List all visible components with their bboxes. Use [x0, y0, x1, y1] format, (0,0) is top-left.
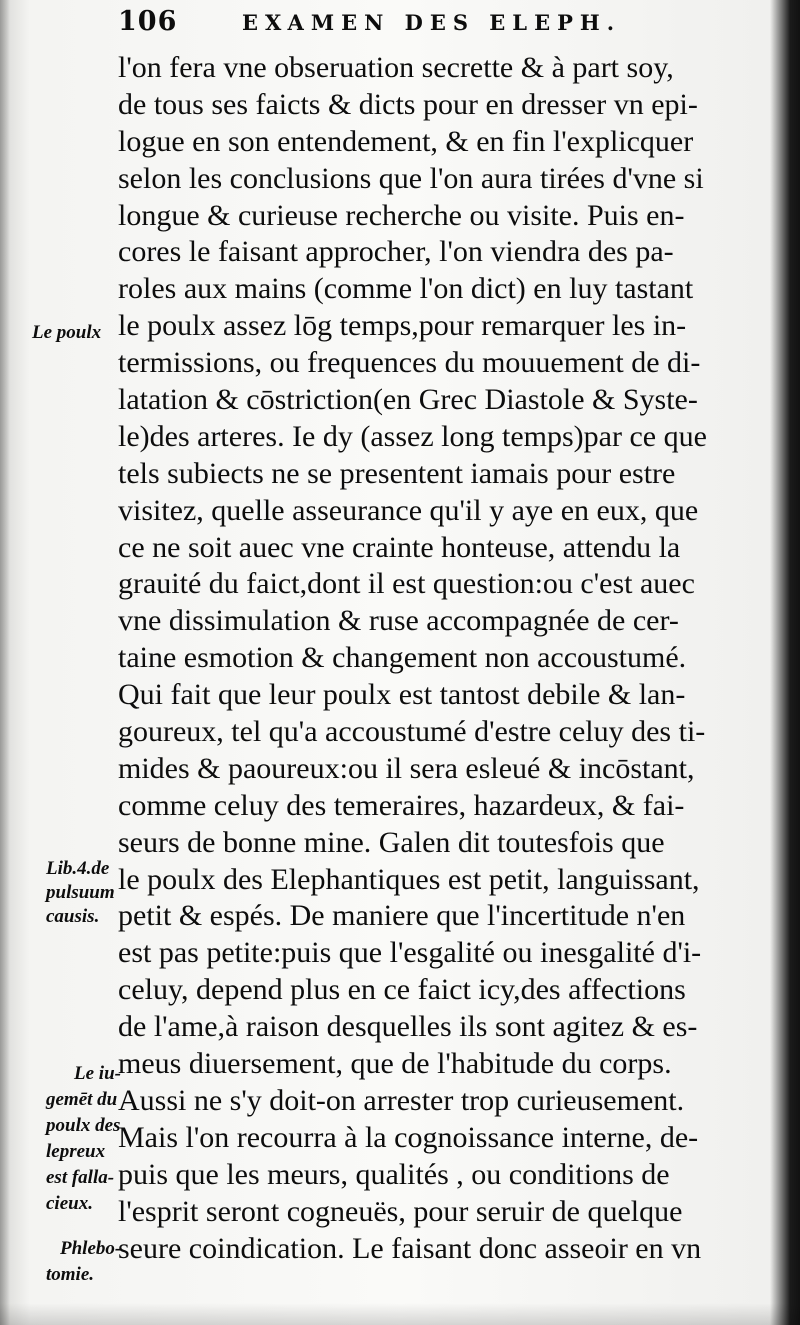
- text-line: taine esmotion & changement non accoustumé.: [118, 641, 687, 675]
- text-line: visitez, quelle asseurance qu'il y aye en eux, que: [118, 493, 699, 527]
- text-line: l'on fera vne obseruation secrette & à part soy,: [118, 51, 674, 84]
- text-line: tels subiects ne se presentent iamais pour estre: [118, 456, 676, 490]
- text-line: latation & cōstriction(en Grec Diastole & Syste-: [118, 383, 698, 417]
- text-line: ce ne soit auec vne crainte honteuse, attendu la: [118, 530, 681, 564]
- text-line: cores le faisant approcher, l'on viendra des pa-: [118, 235, 674, 269]
- text-line: le poulx des Elephantiques est petit, languissant,: [118, 862, 700, 896]
- margin-note-line: lepreux: [46, 1141, 106, 1162]
- margin-note-line: Lib.4.de: [46, 858, 110, 879]
- margin-note-line: est falla-: [46, 1167, 115, 1188]
- margin-note-line: Phlebo-: [60, 1238, 122, 1259]
- text-line: de l'ame,à raison desquelles ils sont agitez & es-: [118, 1010, 698, 1044]
- text-line: logue en son entendement, & en fin l'explicquer: [118, 124, 694, 158]
- text-line: longue & curieuse recherche ou visite. Puis en-: [118, 198, 685, 232]
- margin-note-line: causis.: [46, 906, 100, 927]
- text-line: seurs de bonne mine. Galen dit toutesfois que: [118, 825, 665, 859]
- text-line: petit & espés. De maniere que l'incertitude n'en: [118, 899, 686, 933]
- text-line: roles aux mains (comme l'on dict) en luy tastant: [118, 272, 694, 306]
- page-gutter-shadow: [0, 0, 10, 1325]
- text-line: mides & paoureux:ou il sera esleué & incōstant,: [118, 751, 695, 785]
- margin-note-line: pulsuum: [46, 882, 115, 903]
- text-line: grauité du faict,dont il est question:ou c'est auec: [118, 567, 695, 601]
- text-line: de tous ses faicts & dicts pour en dresser vn epi-: [118, 87, 698, 121]
- margin-note-line: gemēt du: [46, 1089, 118, 1110]
- running-head: EXAMEN DES ELEPH.: [242, 10, 622, 35]
- text-line: selon les conclusions que l'on aura tirées d'vne si: [118, 161, 704, 195]
- page-number: 106: [118, 6, 178, 37]
- text-line: le)des arteres. Ie dy (assez long temps)par ce que: [118, 419, 707, 453]
- text-line: l'esprit seront cogneuës, pour seruir de quelque: [118, 1194, 683, 1228]
- body-text: [118, 50, 778, 1267]
- text-line: meus diuersement, que de l'habitude du corps.: [118, 1047, 672, 1081]
- text-line: goureux, tel qu'a accoustumé d'estre celuy des ti-: [118, 715, 706, 749]
- text-line: puis que les meurs, qualités , ou conditions de: [118, 1157, 670, 1191]
- page-bottom-shadow: [0, 1303, 800, 1325]
- text-line: Aussi ne s'y doit-on arrester trop curieusement.: [118, 1083, 685, 1117]
- text-line: comme celuy des temeraires, hazardeux, & fai-: [118, 788, 685, 822]
- text-line: vne dissimulation & ruse accompagnée de cer-: [118, 604, 679, 638]
- margin-note-line: Le iu-: [74, 1063, 121, 1084]
- text-line: Qui fait que leur poulx est tantost debile & lan-: [118, 678, 686, 712]
- margin-note-line: poulx des: [46, 1115, 121, 1136]
- margin-note-line: tomie.: [46, 1264, 95, 1285]
- text-line: seure coindication. Le faisant donc asseoir en vn: [118, 1231, 702, 1265]
- margin-note-line: Le poulx: [32, 322, 102, 343]
- text-line: Mais l'on recourra à la cognoissance interne, de-: [118, 1120, 699, 1154]
- text-line: termissions, ou frequences du mouuement de di-: [118, 346, 701, 380]
- page-header: [118, 6, 678, 42]
- text-line: le poulx assez lōg temps,pour remarquer les in-: [118, 309, 687, 343]
- margin-note-line: cieux.: [46, 1193, 93, 1214]
- text-line: celuy, depend plus en ce faict icy,des affections: [118, 973, 686, 1007]
- text-line: est pas petite:puis que l'esgalité ou inesgalité d'i-: [118, 936, 702, 970]
